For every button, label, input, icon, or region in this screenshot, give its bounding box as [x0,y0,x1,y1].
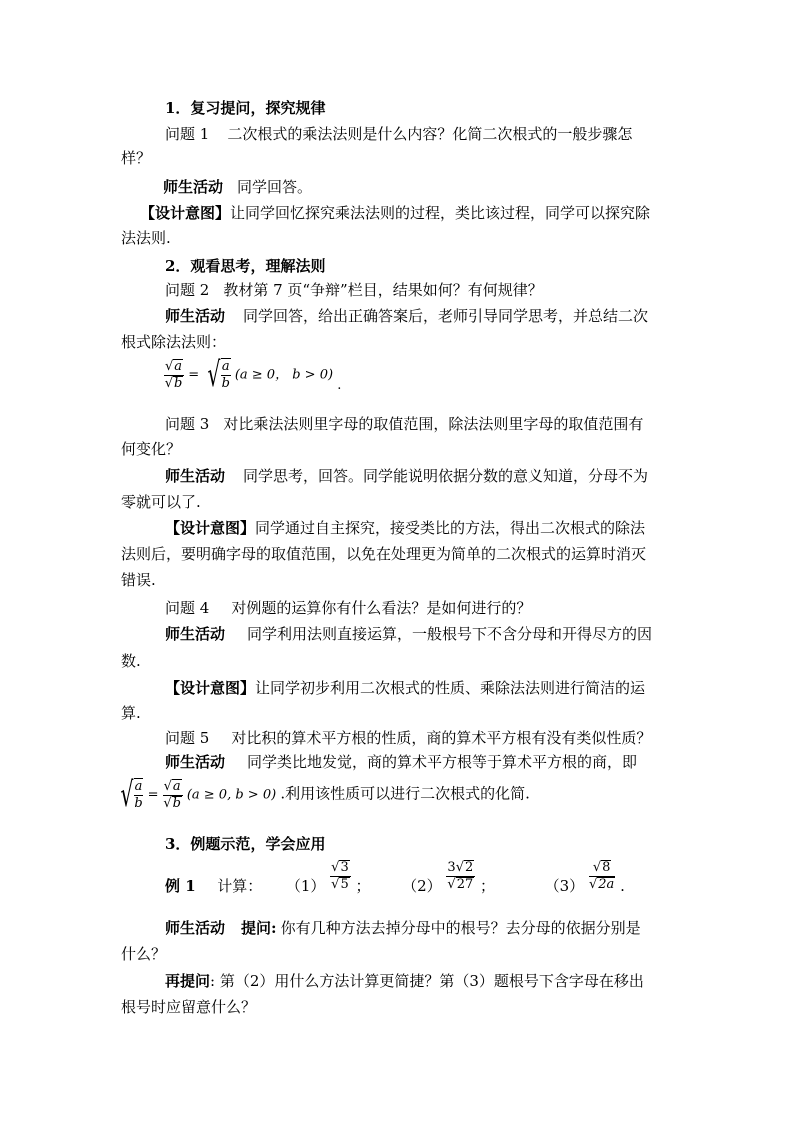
activity-3-text: 同学思考，回答。同学能说明依据分数的意义知道，分母不为 [243,467,649,485]
design-intent-1 [140,203,650,223]
formula-2-equals: = [147,787,159,803]
design-intent-3-text: 让同学初步利用二次根式的性质、乘除法法则进行简洁的运 [255,679,646,697]
activity-3-cont: 零就可以了. [121,493,201,511]
question-5-text: 对比积的算术平方根的性质，商的算术平方根有没有类似性质？ [231,729,652,747]
activity-3-label: 师生活动 [165,467,226,485]
example-1-part-2-fraction: $\frac{3√2}{√27}$ [447,860,474,892]
activity-6-text: 你有几种方法去掉分母中的根号？去分母的依据分别是 [280,919,641,937]
question-5 [165,728,651,748]
formula-2-radical-sign: √ [120,775,134,815]
formula-1-condition: (a ≥ 0， b > 0) [234,367,334,383]
question-1 [165,124,632,144]
formula-2-condition: (a ≥ 0, b > 0) [186,787,277,803]
activity-4 [165,624,652,644]
design-intent-3 [165,678,645,698]
reask [165,971,644,991]
formula-2-tail: .利用该性质可以进行二次根式的化简. [280,784,530,803]
activity-2-text: 同学回答，给出正确答案后，老师引导同学思考，并总结二次 [243,307,649,325]
formula-1-radical-sign: √ [207,355,221,395]
question-5-label: 问题 5 [165,729,210,747]
section-3-title: 3．例题示范，学会应用 [165,835,326,853]
question-2-label: 问题 2 [165,281,210,299]
example-1-text: 计算： [217,876,263,895]
question-4 [165,598,531,618]
example-1-label: 例 1 [165,876,196,895]
formula-2-lhs-fraction: $\frac{a}{b}$ [134,779,143,811]
design-intent-1-text: 让同学回忆探究乘法法则的过程，类比该过程，同学可以探究除 [230,204,651,222]
activity-6-cont: 什么？ [121,945,167,963]
section-2-title: 2．观看思考，理解法则 [165,257,326,275]
formula-2-rhs-fraction: $\frac{√a}{√b}$ [163,778,181,811]
activity-1-text: 同学回答。 [237,178,313,196]
question-2 [165,280,543,300]
example-1-part-1-fraction: $\frac{√3}{√5}$ [331,860,349,892]
question-3-label: 问题 3 [165,415,210,433]
design-intent-3-cont: 算. [121,704,141,722]
activity-5 [165,752,637,772]
quotient-sqrt-formula [116,775,530,815]
activity-1-label: 师生活动 [163,178,224,196]
question-3 [165,414,643,434]
activity-5-label: 师生活动 [165,753,226,771]
design-intent-2-cont2: 错误. [121,571,156,589]
activity-1 [163,177,312,197]
activity-5-text: 同学类比地发觉，商的算术平方根等于算术平方根的商，即 [247,753,638,771]
question-1-cont: 样？ [121,149,152,167]
activity-6 [165,918,641,938]
design-intent-2 [165,518,645,538]
question-4-label: 问题 4 [165,599,210,617]
activity-6-label: 师生活动 [165,919,226,937]
design-intent-2-text: 同学通过自主探究，接受类比的方法，得出二次根式的除法 [255,519,646,537]
activity-2 [165,306,648,326]
question-3-text: 对比乘法法则里字母的取值范围，除法法则里字母的取值范围有 [223,415,644,433]
example-1-part-3-fraction: $\frac{√8}{√2a}$ [588,860,615,892]
activity-2-label: 师生活动 [165,307,226,325]
design-intent-2-cont: 法则后，要明确字母的取值范围，以免在处理更为简单的二次根式的运算时消灭 [121,545,647,563]
division-rule-formula: $\frac{√a}{√b}$ = √ $\frac{a}{b}$ (a ≥ 0， b > 0) . [164,355,342,395]
reask-label: 再提问 [165,972,211,990]
question-1-text: 二次根式的乘法法则是什么内容？化简二次根式的一般步骤怎 [227,125,633,143]
example-1-part-3-marker: （3） [544,876,585,895]
design-intent-1-cont: 法法则. [121,229,171,247]
formula-1-equals: = [188,367,200,383]
activity-4-cont: 数. [121,652,141,670]
example-1: 例 1 计算： （1） $\frac{√3}{√5}$ ； （2） $\frac{3√2}{√27}$ ； （3） $\frac{√8}{√2a}$ . [165,860,625,895]
section-1-title: 1．复习提问，探究规律 [165,99,326,117]
design-intent-1-label: 【设计意图】 [140,204,231,222]
example-1-part-2-marker: （2） [402,876,442,895]
example-1-part-1-marker: （1） [285,876,326,895]
formula-1-rhs-fraction: $\frac{a}{b}$ [221,359,230,391]
activity-2-cont: 根式除法法则： [121,333,227,351]
formula-1-lhs-fraction: $\frac{√a}{√b}$ [164,358,183,391]
question-3-cont: 何变化？ [121,440,182,458]
design-intent-2-label: 【设计意图】 [165,519,256,537]
activity-4-text: 同学利用法则直接运算，一般根号下不含分母和开得尽方的因 [247,625,653,643]
question-2-text: 教材第 7 页“争辩”栏目，结果如何？有何规律？ [223,281,543,299]
activity-6-ask-label: 提问: [241,919,277,937]
reask-text: : 第（2）用什么方法计算更简捷？第（3）题根号下含字母在移出 [210,972,644,990]
question-4-text: 对例题的运算你有什么看法？是如何进行的？ [231,599,532,617]
question-1-label: 问题 1 [165,125,210,143]
reask-cont: 根号时应留意什么？ [121,998,257,1016]
activity-3 [165,466,648,486]
activity-4-label: 师生活动 [165,625,226,643]
design-intent-3-label: 【设计意图】 [165,679,256,697]
